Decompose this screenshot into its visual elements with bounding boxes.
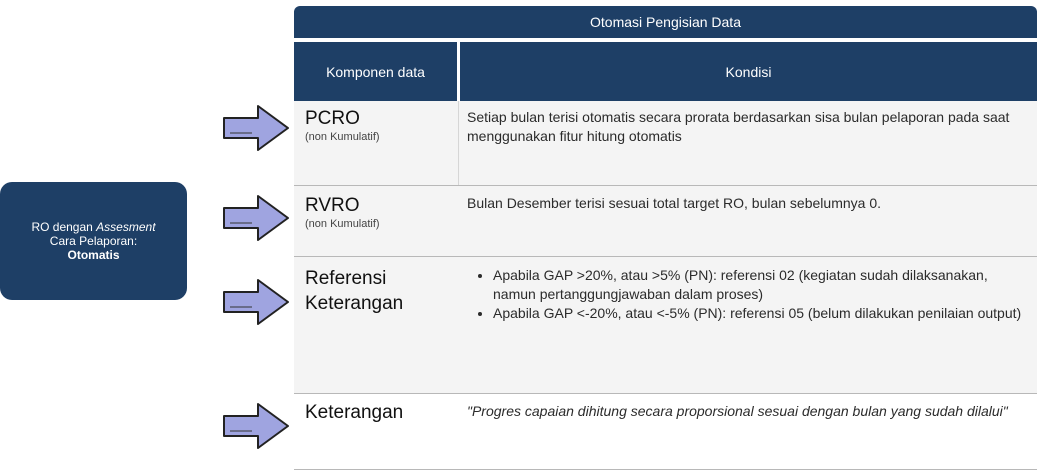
table-title: Otomasi Pengisian Data (294, 6, 1037, 38)
referensi-bullet: • Apabila GAP >20%, atau >5% (PN): referensi 02 (kegiatan sudah dilaksanakan, namun pertanggungjawaban dalam proses) (493, 266, 1027, 304)
ro-method-box (0, 182, 187, 300)
row-keterangan-komponen (305, 402, 403, 424)
row-separator (294, 469, 1037, 470)
komponen-sub: (non Kumulatif) (305, 131, 380, 143)
ro-method-line3: Otomatis (67, 248, 120, 262)
komponen-name: Keterangan (305, 402, 404, 423)
right-arrow-icon (222, 402, 290, 450)
row-keterangan-kondisi: "Progres capaian dihitung secara proporsional sesuai dengan bulan yang sudah dilalui" (467, 403, 1008, 419)
header-komponen: Komponen data (294, 42, 457, 101)
row-referensi-komponen (305, 266, 445, 316)
komponen-sub: (non Kumulatif) (305, 218, 380, 230)
right-arrow-icon (222, 194, 290, 242)
row-pcro-komponen (305, 108, 380, 144)
row-referensi-kondisi (467, 266, 1027, 323)
komponen-name: Referensi Keterangan (305, 268, 404, 314)
right-arrow-icon (222, 104, 290, 152)
row-separator (294, 185, 1037, 186)
row-rvro-komponen (305, 195, 380, 231)
ro-method-line1: RO dengan Assesment (31, 220, 156, 234)
referensi-bullet-list (467, 266, 1027, 323)
ro-method-line2: Cara Pelaporan: (49, 234, 138, 248)
komponen-name: RVRO (305, 195, 360, 216)
row-separator (294, 393, 1037, 394)
komponen-name: PCRO (305, 108, 360, 129)
referensi-bullet: • Apabila GAP <-20%, atau <-5% (PN): referensi 05 (belum dilakukan penilaian output) (493, 304, 1027, 323)
row-rvro-kondisi: Bulan Desember terisi sesuai total target RO, bulan sebelumnya 0. (467, 195, 881, 211)
header-kondisi: Kondisi (460, 42, 1037, 101)
row-pcro-kondisi: Setiap bulan terisi otomatis secara prorata berdasarkan sisa bulan pelaporan pada saat menggunakan fitur hitung otomatis (467, 109, 1010, 144)
row-separator (294, 256, 1037, 257)
right-arrow-icon (222, 278, 290, 326)
column-divider (458, 101, 459, 185)
